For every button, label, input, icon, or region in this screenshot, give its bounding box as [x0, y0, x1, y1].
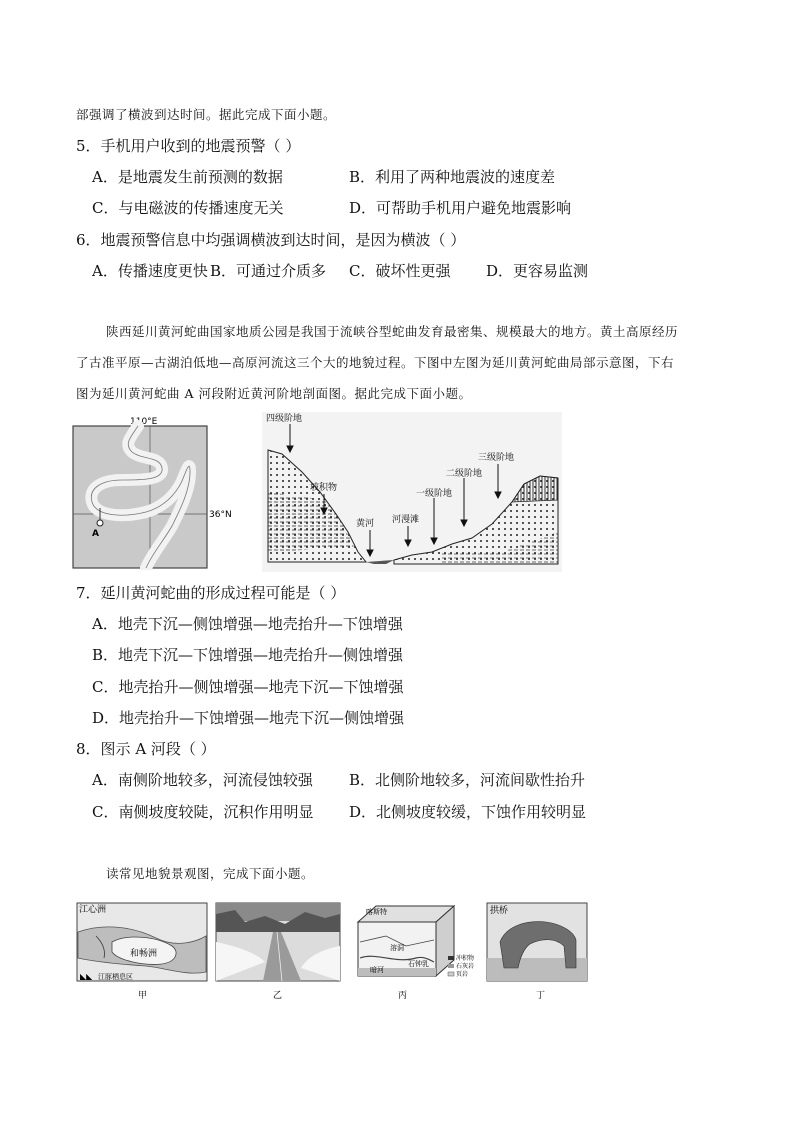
option-8b: B．北侧阶地较多，河流间歇性抬升	[349, 771, 586, 789]
label-hechangzhou: 和畅洲	[130, 949, 158, 959]
question-number: 8．	[76, 740, 101, 758]
terrace-profile-figure	[262, 412, 562, 572]
option-8a: A．南侧阶地较多，河流侵蚀较强	[92, 771, 313, 789]
label-terrace-2: 二级阶地	[446, 469, 483, 479]
label-underground-river: 暗河	[370, 966, 384, 974]
option-8c: C．南侧坡度较陡，沉积作用明显	[92, 803, 314, 821]
question-stem: 手机用户收到的地震预警（ ）	[100, 137, 301, 155]
passage-line-3: 图为延川黄河蛇曲 A 河段附近黄河阶地剖面图。据此完成下面小题。	[76, 386, 472, 401]
question-6	[76, 229, 465, 250]
question-number: 5．	[76, 137, 101, 155]
label-arch-bridge: 拱桥	[490, 906, 509, 916]
label-stalactite: 石钟乳	[408, 960, 429, 968]
label-terrace-1: 一级阶地	[416, 489, 453, 499]
question-5	[76, 135, 300, 156]
option-6d: D．更容易监测	[486, 262, 589, 280]
caption-bing: 丙	[398, 991, 408, 1001]
caption-yi: 乙	[273, 991, 283, 1001]
label-jiangxinzhou: 江心洲	[79, 905, 107, 915]
option-7c: C．地壳抬升—侧蚀增强—地壳下沉—下蚀增强	[92, 678, 404, 696]
option-5d: D．可帮助手机用户避免地震影响	[349, 199, 572, 217]
landform-figure-jia	[76, 902, 210, 1002]
landform-figure-bing	[346, 902, 476, 1002]
label-yellow-river: 黄河	[356, 519, 375, 529]
point-a-marker	[97, 520, 103, 526]
option-6c: C．破坏性更强	[349, 262, 451, 280]
option-5a: A．是地震发生前预测的数据	[92, 168, 283, 186]
option-6b: B．可通过介质多	[210, 262, 327, 280]
question-8	[76, 738, 216, 759]
landform-intro: 读常见地貌景观图，完成下面小题。	[106, 866, 315, 881]
point-a-label: A	[92, 529, 99, 539]
longitude-label: 110°E	[130, 417, 158, 427]
option-8d: D．北侧坡度较缓，下蚀作用较明显	[349, 803, 587, 821]
label-floodplain: 河漫滩	[392, 515, 420, 525]
option-7b: B．地壳下沉—下蚀增强—地壳抬升—侧蚀增强	[92, 646, 404, 664]
option-6a: A．传播速度更快	[92, 262, 208, 280]
landform-figure-ding	[486, 902, 590, 1002]
legend-alluvium: 冲积物	[456, 955, 475, 962]
option-5c: C．与电磁波的传播速度无关	[92, 199, 284, 217]
option-5b: B．利用了两种地震波的速度差	[349, 168, 556, 186]
passage-line-1: 陕西延川黄河蛇曲国家地质公园是我国于流峡谷型蛇曲发育最密集、规模最大的地方。黄土高原经历	[106, 324, 679, 339]
legend-shale: 页岩	[456, 971, 469, 978]
intro-text: 部强调了横波到达时间。据此完成下面小题。	[76, 107, 337, 122]
latitude-label: 36°N	[209, 510, 232, 520]
label-slope-deposit: 坡积物	[310, 483, 338, 493]
meander-map-figure	[72, 414, 242, 570]
question-stem: 图示 A 河段（ ）	[100, 740, 216, 758]
question-7	[76, 582, 345, 603]
label-terrace-3: 三级阶地	[478, 453, 515, 463]
label-dolphin-area: 江豚栖息区	[98, 973, 133, 981]
label-karst: 喀斯特	[366, 908, 387, 916]
caption-jia: 甲	[138, 991, 148, 1001]
option-7d: D．地壳抬升—下蚀增强—地壳下沉—侧蚀增强	[92, 709, 405, 727]
question-number: 6．	[76, 231, 101, 249]
label-cave: 溶洞	[390, 944, 404, 952]
label-terrace-4: 四级阶地	[266, 414, 303, 424]
question-stem: 地震预警信息中均强调横波到达时间，是因为横波（ ）	[100, 231, 466, 249]
landform-figure-yi	[215, 902, 341, 1002]
dolphin-icon: ◣◣	[80, 972, 93, 981]
question-number: 7．	[76, 584, 101, 602]
option-7a: A．地壳下沉—侧蚀增强—地壳抬升—下蚀增强	[92, 615, 403, 633]
question-stem: 延川黄河蛇曲的形成过程可能是（ ）	[100, 584, 346, 602]
caption-ding: 丁	[536, 991, 546, 1001]
passage-line-2: 了古准平原—古湖泊低地—高原河流这三个大的地貌过程。下图中左图为延川黄河蛇曲局部示意图，下右	[76, 355, 675, 370]
legend-limestone: 石灰岩	[456, 963, 475, 970]
